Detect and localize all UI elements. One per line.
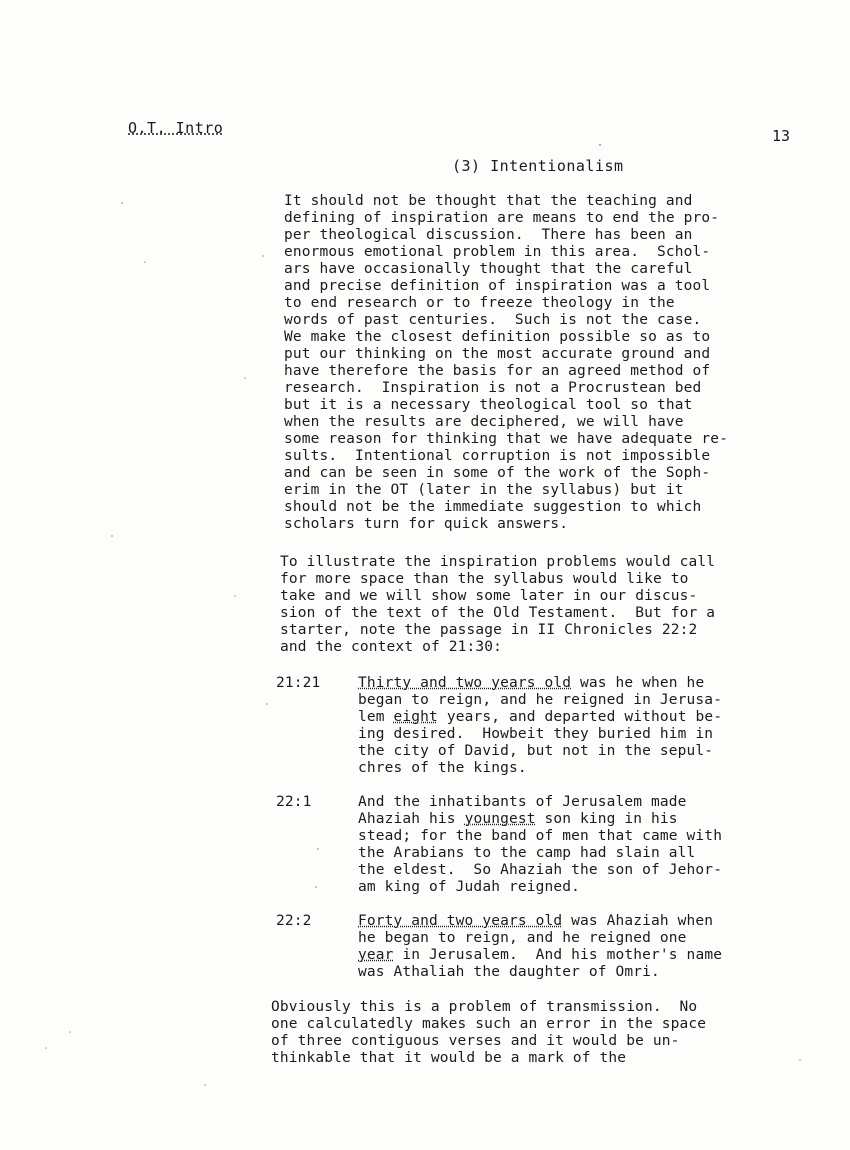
verse-text: [358, 675, 722, 777]
verse-text-part: years, and departed without be- ing desired. Howbeit they buried him in the city of David, but not in the sepul- chres of the kings.: [358, 709, 723, 776]
verse-text: [358, 794, 722, 896]
verse-text-part: was Ahaziah when he began to reign, and he reigned one: [358, 913, 714, 946]
verse-emphasis: year: [358, 947, 394, 963]
verse-emphasis: eight: [393, 709, 438, 725]
page-number: 13: [772, 127, 791, 145]
paragraph-intentionalism: It should not be thought that the teaching and defining of inspiration are means to end the pro- per theological discussion. There has been an enormous emotional problem in this area. Schol- ars have occasionally thought that the careful and precise definition of inspiration was a tool to end research or to freeze theology in the words of past centuries. Such is not the case. We make the closest definition possible so as to put our thinking on the most accurate ground and have therefore the basis for an agreed method of research. Inspiration is not a Procrustean bed but it is a necessary theological tool so that when the results are deciphered, we will have some reason for thinking that we have adequate re- sults. Intentional corruption is not impossible and can be seen in some of the work of the Soph- erim in the OT (later in the syllabus) but it should not be the immediate suggestion to which scholars turn for quick answers.: [284, 193, 728, 532]
verse-reference: 22:1: [276, 794, 312, 810]
verse-reference: 21:21: [276, 675, 321, 691]
verse-emphasis: Forty and two years old: [358, 913, 563, 929]
verse-text: [358, 913, 722, 981]
verse-emphasis: Thirty and two years old: [358, 675, 572, 691]
verse-text-part: And the inhatibants of Jerusalem made Ahaziah his: [358, 794, 687, 827]
verse-reference: 22:2: [276, 913, 312, 929]
verse-text-part: in Jerusalem. And his mother's name was Athaliah the daughter of Omri.: [358, 947, 723, 980]
verse-emphasis: youngest: [464, 811, 536, 827]
section-title: (3) Intentionalism: [452, 157, 624, 175]
verse-text-part: son king in his stead; for the band of men that came with the Arabians to the camp had slain all the eldest. So Ahaziah the son of Jehor- am king of Judah reigned.: [358, 811, 723, 895]
header-course-title: O.T. Intro: [128, 119, 224, 137]
paragraph-illustration: To illustrate the inspiration problems would call for more space than the syllabus would like to take and we will show some later in our discus- sion of the text of the Old Testament. But for a starter, note the passage in II Chronicles 22:2 and the context of 21:30:: [280, 554, 716, 655]
verse-text-part: was he when he began to reign, and he reigned in Jerusa- lem: [358, 675, 723, 725]
paragraph-transmission: Obviously this is a problem of transmission. No one calculatedly makes such an error in the space of three contiguous verses and it would be un- thinkable that it would be a mark of the: [271, 999, 707, 1066]
